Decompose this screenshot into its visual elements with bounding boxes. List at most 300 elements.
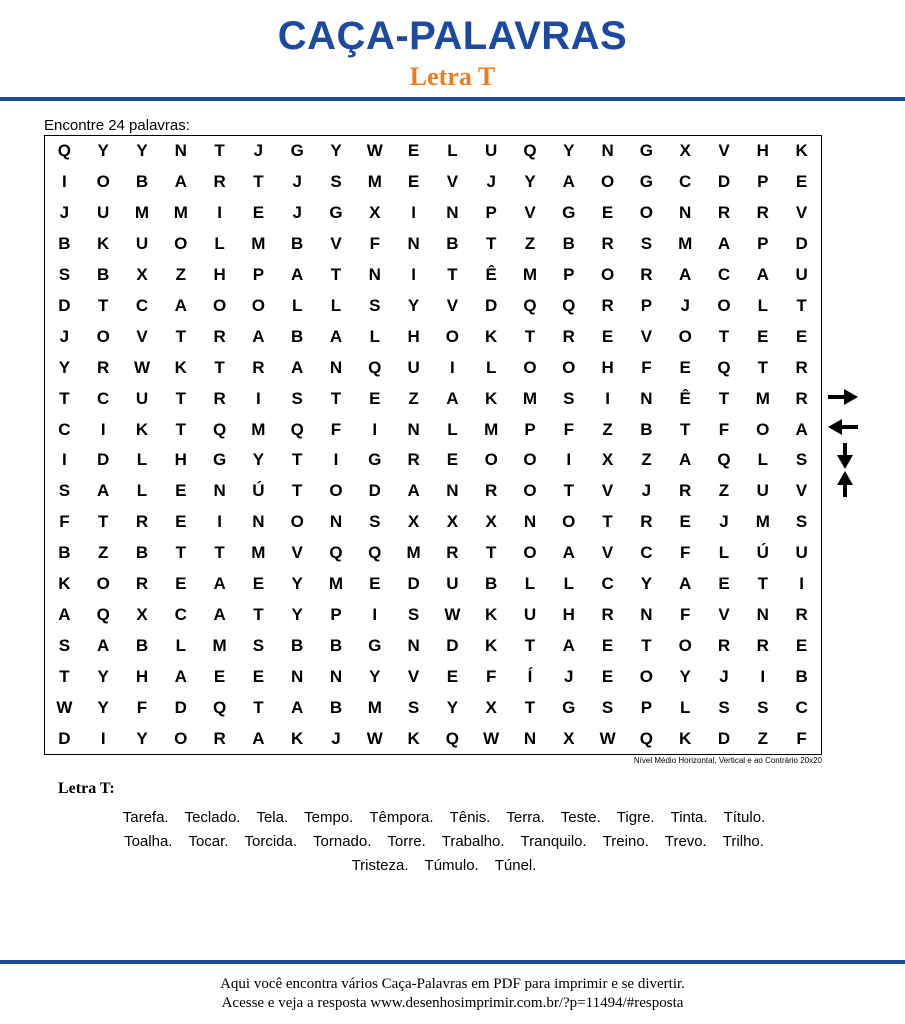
grid-cell: O [600, 265, 615, 285]
grid-cell: R [213, 326, 226, 346]
grid-cell: S [407, 697, 420, 717]
grid-cell: I [450, 357, 455, 377]
grid-cell: T [253, 604, 264, 624]
grid-cell: M [367, 172, 382, 192]
grid-cell: C [679, 172, 692, 192]
grid-cell: A [679, 265, 692, 285]
grid-cell: B [485, 574, 498, 594]
grid-cell: S [640, 234, 653, 254]
grid-cell: Y [97, 697, 109, 717]
grid-cell: Q [639, 728, 653, 748]
grid-cell: E [795, 172, 808, 192]
grid-cell: I [372, 419, 378, 439]
grid-cell: X [369, 203, 381, 223]
grid-cell: T [330, 265, 342, 285]
grid-cell: T [175, 419, 186, 439]
grid-cell: E [446, 450, 459, 470]
grid-cell: O [523, 357, 537, 377]
grid-cell: T [757, 357, 768, 377]
grid-cell: W [56, 697, 73, 717]
grid-cell: N [601, 141, 614, 161]
bottom-divider [0, 960, 905, 964]
word-item: Tinta. [670, 809, 708, 826]
grid-cell: A [795, 419, 808, 439]
grid-cell: A [97, 635, 110, 655]
grid-cell: X [446, 512, 459, 532]
grid-cell: C [640, 543, 653, 563]
grid-cell: S [58, 635, 71, 655]
grid-cell: L [757, 295, 768, 315]
grid-cell: L [486, 357, 497, 377]
grid-cell: Y [407, 295, 420, 315]
grid-cell: M [678, 234, 693, 254]
grid-cell: V [718, 141, 730, 161]
grid-cell: L [136, 481, 148, 501]
grid-cell: D [407, 574, 420, 594]
grid-cell: B [329, 635, 343, 655]
grid-cell: Y [136, 728, 148, 748]
grid-cell: L [214, 234, 225, 254]
grid-cell: F [796, 728, 807, 748]
grid-cell: O [445, 326, 459, 346]
grid-cell: B [795, 666, 808, 686]
word-item: Tênis. [449, 809, 491, 826]
grid-cell: C [795, 697, 808, 717]
grid-cell: P [524, 419, 536, 439]
grid-cell: G [212, 450, 227, 470]
grid-cell: G [368, 450, 382, 470]
grid-cell: F [369, 234, 380, 254]
word-list-heading: Letra T: [58, 780, 115, 797]
grid-cell: T [524, 326, 536, 346]
grid-cell: B [135, 635, 149, 655]
grid-cell: O [329, 481, 343, 501]
grid-cell: S [718, 697, 730, 717]
grid-cell: T [214, 543, 225, 563]
grid-cell: Z [175, 265, 186, 285]
grid-cell: Q [290, 419, 304, 439]
grid-cell: B [640, 419, 653, 439]
grid-cell: I [256, 388, 261, 408]
grid-cell: I [62, 172, 67, 192]
grid-cell: H [756, 141, 769, 161]
grid-cell: A [562, 635, 575, 655]
grid-cell: D [58, 728, 71, 748]
grid-cell: A [252, 728, 265, 748]
grid-cell: T [98, 512, 109, 532]
level-note: Nível Médio Horizontal, Vertical e ao Contrário 20x20 [633, 756, 822, 765]
grid-cell: F [59, 512, 70, 532]
grid-cell: T [796, 295, 807, 315]
grid-cell: J [292, 203, 302, 223]
grid-cell: U [446, 574, 459, 594]
footer-line-1: Aqui você encontra vários Caça-Palavras em PDF para imprimir e se divertir. [220, 976, 685, 992]
grid-cell: X [601, 450, 614, 470]
grid-cell: A [291, 357, 304, 377]
grid-cell: U [523, 604, 537, 624]
grid-cell: I [605, 388, 610, 408]
grid-cell: R [97, 357, 110, 377]
footer-line-2: Acesse e veja a resposta www.desenhosimprimir.com.br/?p=11494/#resposta [221, 995, 684, 1011]
word-item: Tela. [256, 809, 289, 826]
grid-cell: T [680, 419, 691, 439]
word-item: Tornado. [313, 833, 372, 850]
grid-cell: B [562, 234, 575, 254]
grid-cell: K [407, 728, 420, 748]
grid-cell: V [795, 481, 808, 501]
grid-cell: I [411, 203, 416, 223]
grid-cell: U [135, 388, 149, 408]
grid-cell: K [291, 728, 304, 748]
grid-cell: A [407, 481, 420, 501]
grid-cell: A [252, 326, 265, 346]
grid-cell: A [329, 326, 343, 346]
grid-cell: V [601, 543, 614, 563]
grid-cell: M [522, 265, 538, 285]
grid-cell: M [173, 203, 188, 223]
grid-cell: V [601, 481, 614, 501]
footer [0, 975, 905, 1013]
grid-cell: F [680, 543, 691, 563]
grid-cell: I [566, 450, 572, 470]
grid-cell: N [640, 388, 653, 408]
grid-cell: B [446, 234, 459, 254]
grid-cell: A [213, 574, 226, 594]
grid-cell: B [291, 326, 304, 346]
grid-cell: M [328, 574, 344, 594]
word-list [44, 806, 844, 878]
grid-cell: J [331, 728, 341, 748]
grid-cell: J [59, 326, 70, 346]
grid-cell: R [407, 450, 420, 470]
grid-cell: A [58, 604, 71, 624]
grid-cell: T [175, 388, 186, 408]
grid-cell: Q [445, 728, 459, 748]
grid-cell: X [679, 141, 691, 161]
grid-cell: R [795, 357, 808, 377]
word-item: Treino. [602, 833, 649, 850]
grid-cell: R [756, 203, 769, 223]
grid-cell: O [484, 450, 498, 470]
grid-cell: P [640, 697, 653, 717]
grid-cell: U [756, 481, 769, 501]
grid-cell: G [329, 203, 343, 223]
grid-cell: B [291, 635, 304, 655]
word-item: Trevo. [664, 833, 707, 850]
grid-cell: S [58, 265, 71, 285]
grid-cell: K [58, 574, 71, 594]
grid-cell: H [135, 666, 149, 686]
grid-cell: J [564, 666, 574, 686]
grid-cell: J [680, 295, 690, 315]
grid-cell: C [135, 295, 149, 315]
grid-cell: Z [524, 234, 536, 254]
grid-cell: C [174, 604, 187, 624]
grid-cell: Ê [485, 265, 497, 285]
grid-cell: A [291, 697, 304, 717]
grid-cell: O [562, 512, 576, 532]
word-list-line [44, 854, 844, 878]
grid-cell: K [485, 326, 498, 346]
grid-cell: P [757, 234, 769, 254]
grid-cell: U [407, 357, 420, 377]
grid-cell: I [372, 604, 378, 624]
grid-cell: L [718, 543, 730, 563]
grid-cell: K [485, 635, 498, 655]
grid-cell: E [369, 388, 381, 408]
grid-cell: A [446, 388, 459, 408]
grid-cell: I [799, 574, 804, 594]
grid-cell: N [329, 512, 343, 532]
grid-cell: A [174, 666, 187, 686]
grid-cell: L [330, 295, 342, 315]
grid-cell: T [330, 388, 342, 408]
grid-cell: L [757, 450, 768, 470]
grid-cell: Q [562, 295, 576, 315]
grid-cell: Z [408, 388, 419, 408]
grid-cell: O [639, 666, 653, 686]
grid-cell: B [291, 234, 304, 254]
grid-cell: Y [291, 574, 303, 594]
grid-cell: O [174, 234, 188, 254]
grid-cell: N [679, 203, 692, 223]
grid-cell: E [795, 326, 808, 346]
grid-cell: D [717, 728, 731, 748]
grid-cell: Y [97, 666, 109, 686]
grid-cell: H [213, 265, 226, 285]
grid-cell: O [756, 419, 770, 439]
arrow-down-icon [826, 442, 860, 470]
grid-cell: V [407, 666, 420, 686]
grid-cell: A [562, 543, 575, 563]
grid-cell: R [640, 265, 653, 285]
grid-cell: S [795, 512, 808, 532]
grid-cell: U [485, 141, 498, 161]
grid-cell: V [136, 326, 148, 346]
page-subtitle: Letra T [409, 62, 496, 91]
grid-cell: S [795, 450, 808, 470]
grid-cell: J [253, 141, 264, 161]
grid-cell: E [175, 574, 187, 594]
grid-cell: G [290, 141, 304, 161]
grid-cell: Q [523, 141, 537, 161]
grid-cell: G [562, 697, 576, 717]
grid-cell: T [486, 543, 497, 563]
grid-cell: V [524, 203, 536, 223]
grid-cell: C [717, 265, 731, 285]
grid-cell: R [601, 295, 614, 315]
grid-cell: L [680, 697, 691, 717]
grid-cell: I [217, 512, 222, 532]
word-item: Torcida. [244, 833, 298, 850]
grid-cell: R [562, 326, 575, 346]
grid-cell: O [96, 574, 110, 594]
grid-cell: K [485, 604, 498, 624]
grid-cell: G [639, 141, 653, 161]
grid-cell: X [485, 697, 497, 717]
grid-cell: F [486, 666, 497, 686]
grid-cell: C [601, 574, 614, 594]
grid-cell: A [717, 234, 731, 254]
grid-cell: M [251, 234, 266, 254]
grid-cell: K [795, 141, 808, 161]
instructions: Encontre 24 palavras: [44, 117, 190, 134]
grid-cell: R [446, 543, 459, 563]
grid-cell: V [795, 203, 808, 223]
grid-cell: Q [329, 543, 343, 563]
grid-cell: A [174, 295, 187, 315]
word-item: Túnel. [494, 857, 537, 874]
direction-arrows [826, 386, 860, 498]
grid-cell: Q [717, 357, 731, 377]
grid-cell: N [407, 419, 420, 439]
grid-cell: L [369, 326, 380, 346]
grid-cell: F [563, 419, 574, 439]
grid-cell: U [97, 203, 110, 223]
grid-cell: Y [291, 604, 303, 624]
grid-cell: S [601, 697, 614, 717]
grid-cell: B [329, 697, 343, 717]
word-item: Terra. [506, 809, 545, 826]
grid-cell: Y [524, 172, 536, 192]
grid-cell: L [175, 635, 186, 655]
grid-cell: A [97, 481, 110, 501]
grid-cell: Q [96, 604, 110, 624]
grid-cell: S [369, 512, 381, 532]
grid-cell: N [252, 512, 265, 532]
word-item: Tigre. [616, 809, 655, 826]
grid-cell: J [59, 203, 70, 223]
grid-cell: P [563, 265, 575, 285]
grid-cell: M [406, 543, 421, 563]
grid-cell: D [795, 234, 808, 254]
grid-cell: O [523, 450, 537, 470]
grid-cell: N [407, 635, 420, 655]
grid-cell: M [484, 419, 499, 439]
grid-cell: O [717, 295, 731, 315]
grid-cell: H [174, 450, 187, 470]
grid-cell: R [717, 635, 731, 655]
grid-cell: T [447, 265, 458, 285]
grid-cell: T [175, 326, 186, 346]
grid-cell: H [562, 604, 575, 624]
grid-cell: E [601, 635, 614, 655]
grid-cell: T [602, 512, 613, 532]
grid-cell: Ê [679, 388, 691, 408]
grid-cell: O [678, 635, 692, 655]
grid-cell: T [292, 481, 303, 501]
grid-cell: O [290, 512, 304, 532]
grid-cell: T [718, 326, 730, 346]
grid-cell: J [641, 481, 652, 501]
grid-cell: Q [57, 141, 72, 161]
grid-cell: P [640, 295, 653, 315]
grid-cell: D [368, 481, 381, 501]
page-title: CAÇA-PALAVRAS [277, 14, 628, 58]
grid-cell: J [486, 172, 496, 192]
grid-cell: D [58, 295, 71, 315]
grid-cell: A [291, 265, 304, 285]
grid-cell: R [717, 203, 731, 223]
grid-cell: E [407, 141, 420, 161]
grid-cell: I [217, 203, 222, 223]
grid-cell: K [174, 357, 187, 377]
grid-cell: O [600, 172, 615, 192]
grid-cell: W [599, 728, 616, 748]
grid-cell: V [446, 295, 459, 315]
grid-cell: N [523, 728, 537, 748]
grid-cell: Y [369, 666, 381, 686]
grid-cell: M [212, 635, 227, 655]
grid-cell: E [757, 326, 769, 346]
grid-cell: U [795, 265, 808, 285]
grid-cell: L [524, 574, 536, 594]
grid-cell: R [601, 604, 614, 624]
grid-cell: Y [97, 141, 109, 161]
grid-cell: G [639, 172, 653, 192]
grid-cell: I [333, 450, 339, 470]
grid-cell: F [680, 604, 691, 624]
grid-cell: B [135, 172, 149, 192]
grid-cell: G [562, 203, 576, 223]
grid-cell: M [755, 512, 770, 532]
grid-cell: Z [757, 728, 768, 748]
grid-cell: K [135, 419, 149, 439]
grid-cell: Y [563, 141, 575, 161]
grid-cell: D [485, 295, 498, 315]
grid-cell: R [640, 512, 653, 532]
grid-cell: X [136, 265, 148, 285]
grid-cell: Q [368, 357, 382, 377]
grid-cell: Q [523, 295, 537, 315]
grid-cell: E [679, 512, 691, 532]
grid-cell: Ú [252, 481, 265, 501]
word-list-line [44, 830, 844, 854]
grid-cell: O [251, 295, 265, 315]
grid-cell: L [563, 574, 574, 594]
word-item: Teclado. [184, 809, 241, 826]
grid-cell: Y [679, 666, 691, 686]
grid-cell: Z [602, 419, 613, 439]
grid-cell: E [175, 512, 187, 532]
word-item: Tranquilo. [520, 833, 587, 850]
grid-cell: T [214, 141, 225, 161]
grid-cell: V [446, 172, 459, 192]
word-item: Tristeza. [351, 857, 409, 874]
grid-cell: O [639, 203, 653, 223]
grid-cell: I [100, 728, 106, 748]
grid-cell: M [251, 419, 266, 439]
grid-cell: T [253, 172, 264, 192]
grid-cell: T [718, 388, 730, 408]
grid-cell: D [97, 450, 110, 470]
grid-cell: R [795, 388, 808, 408]
grid-cell: S [291, 388, 303, 408]
word-item: Tempo. [304, 809, 354, 826]
word-item: Tarefa. [122, 809, 169, 826]
grid-cell: C [58, 419, 71, 439]
grid-cell: I [100, 419, 106, 439]
grid-cell: T [175, 543, 186, 563]
grid-cell: P [252, 265, 265, 285]
grid-cell: S [252, 635, 265, 655]
grid-cell: F [641, 357, 652, 377]
grid-cell: S [330, 172, 342, 192]
grid-cell: F [330, 419, 342, 439]
grid-cell: T [214, 357, 225, 377]
grid-cell: A [756, 265, 769, 285]
grid-cell: L [136, 450, 148, 470]
